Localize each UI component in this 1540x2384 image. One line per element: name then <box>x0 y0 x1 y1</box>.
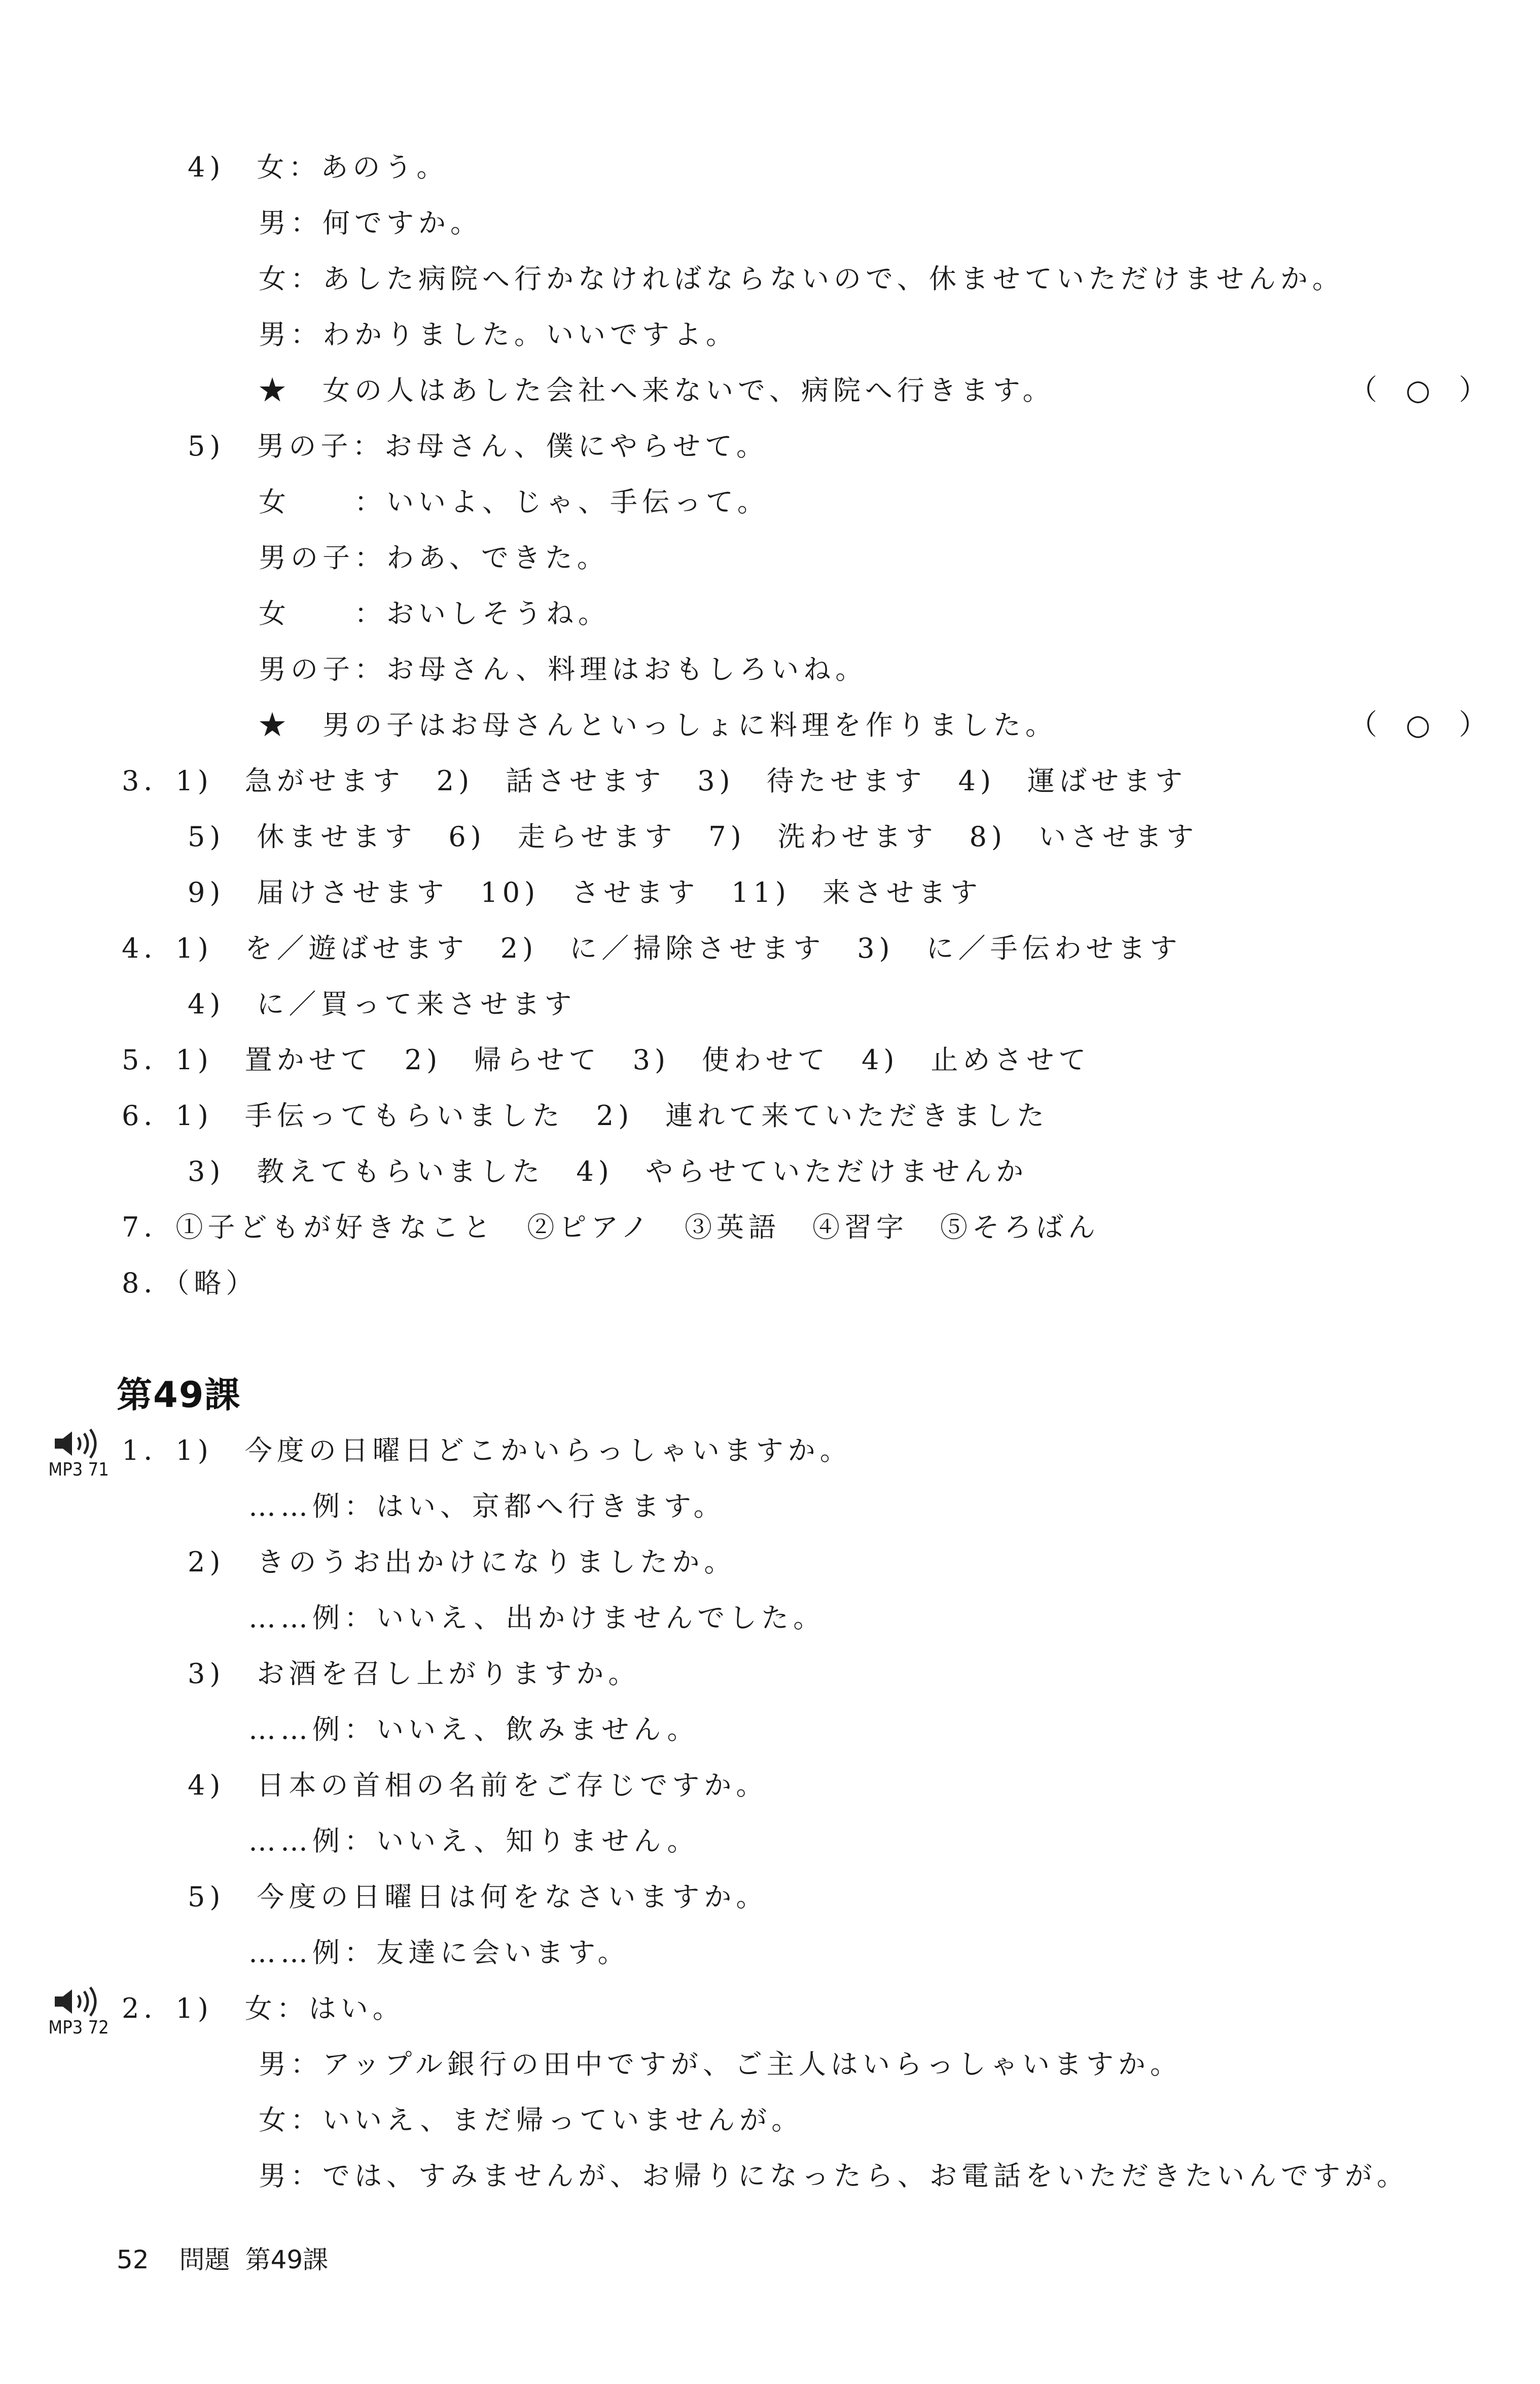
audio-track-mp3-71[interactable] <box>41 1425 117 1486</box>
footer-title: 問題 <box>179 2245 230 2274</box>
audio-track-mp3-72[interactable] <box>41 1983 117 2044</box>
text-line-2: 男：何ですか。 <box>259 207 482 239</box>
text-line-4: 男：わかりました。いいですよ。 <box>259 319 738 350</box>
text-line-19: 3) 教えてもらいました 4) やらせていただけませんか <box>188 1155 1028 1187</box>
audio-label: MP3 72 <box>48 2017 109 2038</box>
text-line-15: 4．1) を／遊ばせます 2) に／掃除させます 3) に／手伝わせます <box>122 932 1182 964</box>
text-line-11: ★ 男の子はお母さんといっしょに料理を作りました。 <box>259 709 1057 741</box>
speaker-icon <box>51 1986 106 2017</box>
text-line-25: ……例：いいえ、出かけませんでした。 <box>248 1602 826 1634</box>
text-line-12: 3．1) 急がせます 2) 話させます 3) 待たせます 4) 運ばせます <box>122 765 1188 797</box>
footer-lesson: 第49課 <box>245 2245 329 2274</box>
audio-label: MP3 71 <box>48 1459 109 1480</box>
text-line-3: 女：あした病院へ行かなければならないので、休ませていただけませんか。 <box>259 263 1344 295</box>
text-line-6: 5) 男の子：お母さん、僕にやらせて。 <box>188 430 768 462</box>
text-line-7: 女 ：いいよ、じゃ、手伝って。 <box>259 486 769 518</box>
text-line-28: 4) 日本の首相の名前をご存じですか。 <box>188 1769 768 1801</box>
answer-mark-2: （ ○ ） <box>1349 709 1487 742</box>
text-line-24: 2) きのうお出かけになりましたか。 <box>188 1546 736 1578</box>
text-line-31: ……例：友達に会います。 <box>248 1937 630 1969</box>
text-line-9: 女 ：おいしそうね。 <box>259 598 610 629</box>
text-line-1: 4) 女：あのう。 <box>188 151 449 183</box>
text-line-10: 男の子：お母さん、料理はおもしろいね。 <box>259 653 868 685</box>
text-line-16: 4) に／買って来させます <box>188 988 577 1020</box>
text-line-22: 1．1) 今度の日曜日どこかいらっしゃいますか。 <box>122 1434 852 1466</box>
lesson-heading: 第49課 <box>117 1374 241 1416</box>
text-line-26: 3) お酒を召し上がりますか。 <box>188 1658 640 1690</box>
text-line-18: 6．1) 手伝ってもらいました 2) 連れて来ていただきました <box>122 1100 1049 1132</box>
text-line-33: 男：アップル銀行の田中ですが、ご主人はいらっしゃいますか。 <box>259 2048 1183 2080</box>
text-line-8: 男の子：わあ、できた。 <box>259 542 609 574</box>
page-footer <box>117 2242 328 2277</box>
text-line-35: 男：では、すみませんが、お帰りになったら、お電話をいただきたいんですが。 <box>259 2160 1409 2192</box>
text-line-23: ……例：はい、京都へ行きます。 <box>248 1490 726 1522</box>
text-line-30: 5) 今度の日曜日は何をなさいますか。 <box>188 1881 768 1913</box>
speaker-icon <box>51 1428 106 1459</box>
text-line-29: ……例：いいえ、知りません。 <box>248 1825 699 1857</box>
text-line-20: 7．①子どもが好きなこと ②ピアノ ③英語 ④習字 ⑤そろばん <box>122 1211 1100 1243</box>
text-line-27: ……例：いいえ、飲みません。 <box>248 1713 699 1745</box>
answer-mark-1: （ ○ ） <box>1349 374 1487 407</box>
text-line-14: 9) 届けさせます 10) させます 11) 来させます <box>188 877 982 908</box>
page-number: 52 <box>117 2245 149 2274</box>
text-line-5: ★ 女の人はあした会社へ来ないで、病院へ行きます。 <box>259 374 1055 406</box>
text-line-34: 女：いいえ、まだ帰っていませんが。 <box>259 2104 804 2136</box>
text-line-21: 8．（略） <box>122 1267 258 1299</box>
text-line-17: 5．1) 置かせて 2) 帰らせて 3) 使わせて 4) 止めさせて <box>122 1044 1091 1076</box>
text-line-13: 5) 休ませます 6) 走らせます 7) 洗わせます 8) いさせます <box>188 821 1199 853</box>
text-line-32: 2．1) 女：はい。 <box>122 1992 405 2024</box>
